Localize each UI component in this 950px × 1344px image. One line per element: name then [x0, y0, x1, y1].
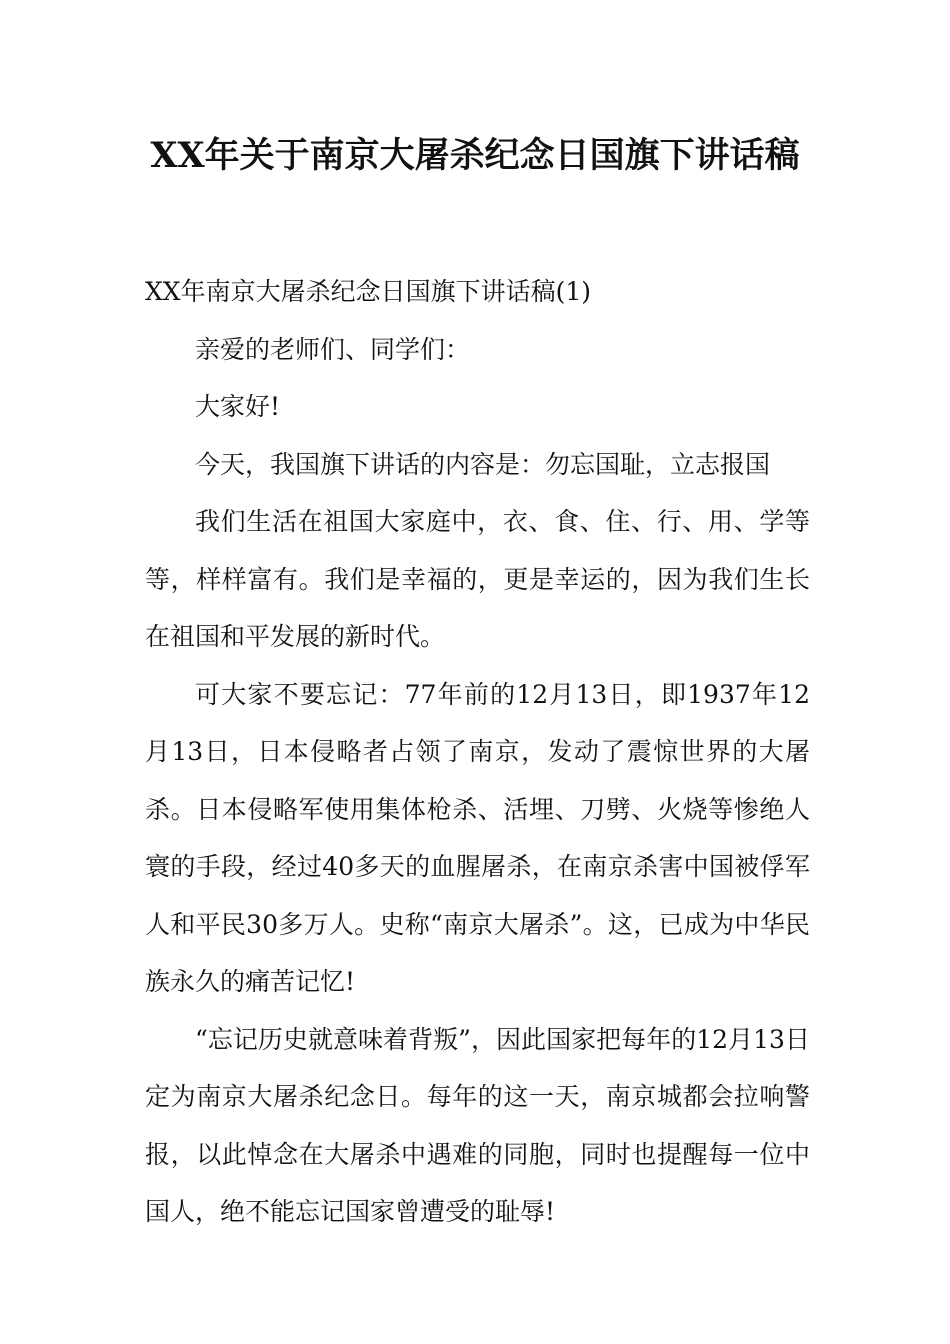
paragraph-life: 我们生活在祖国大家庭中，衣、食、住、行、用、学等等，样样富有。我们是幸福的，更是幸运的，因为我们生长在祖国和平发展的新时代。 [145, 507, 810, 651]
paragraph-memorial: “忘记历史就意味着背叛”，因此国家把每年的12月13日定为南京大屠杀纪念日。每年的这一天，南京城都会拉响警报，以此悼念在大屠杀中遇难的同胞，同时也提醒每一位中国人，绝不能忘记国家曾遭受的耻辱! [145, 1024, 810, 1226]
document-subtitle: XX年南京大屠杀纪念日国旗下讲话稿(1) [145, 277, 592, 306]
paragraph-topic: 今天，我国旗下讲话的内容是：勿忘国耻，立志报国 [195, 449, 771, 479]
paragraph-greeting: 亲爱的老师们、同学们： [195, 334, 471, 364]
paragraph-history: 可大家不要忘记：77年前的12月13日，即1937年12月13日，日本侵略者占领了南京，发动了震惊世界的大屠杀。日本侵略军使用集体枪杀、活埋、刀劈、火烧等惨绝人寰的手段，经过40多天的血腥屠杀，在南京杀害中国被俘军人和平民30多万人。史称“南京大屠杀”。这，已成为中华民族永久的痛苦记忆! [145, 679, 810, 996]
paragraph-hello: 大家好! [195, 392, 281, 421]
document-body [145, 263, 810, 1241]
document-title: XX年关于南京大屠杀纪念日国旗下讲话稿 [150, 135, 800, 176]
